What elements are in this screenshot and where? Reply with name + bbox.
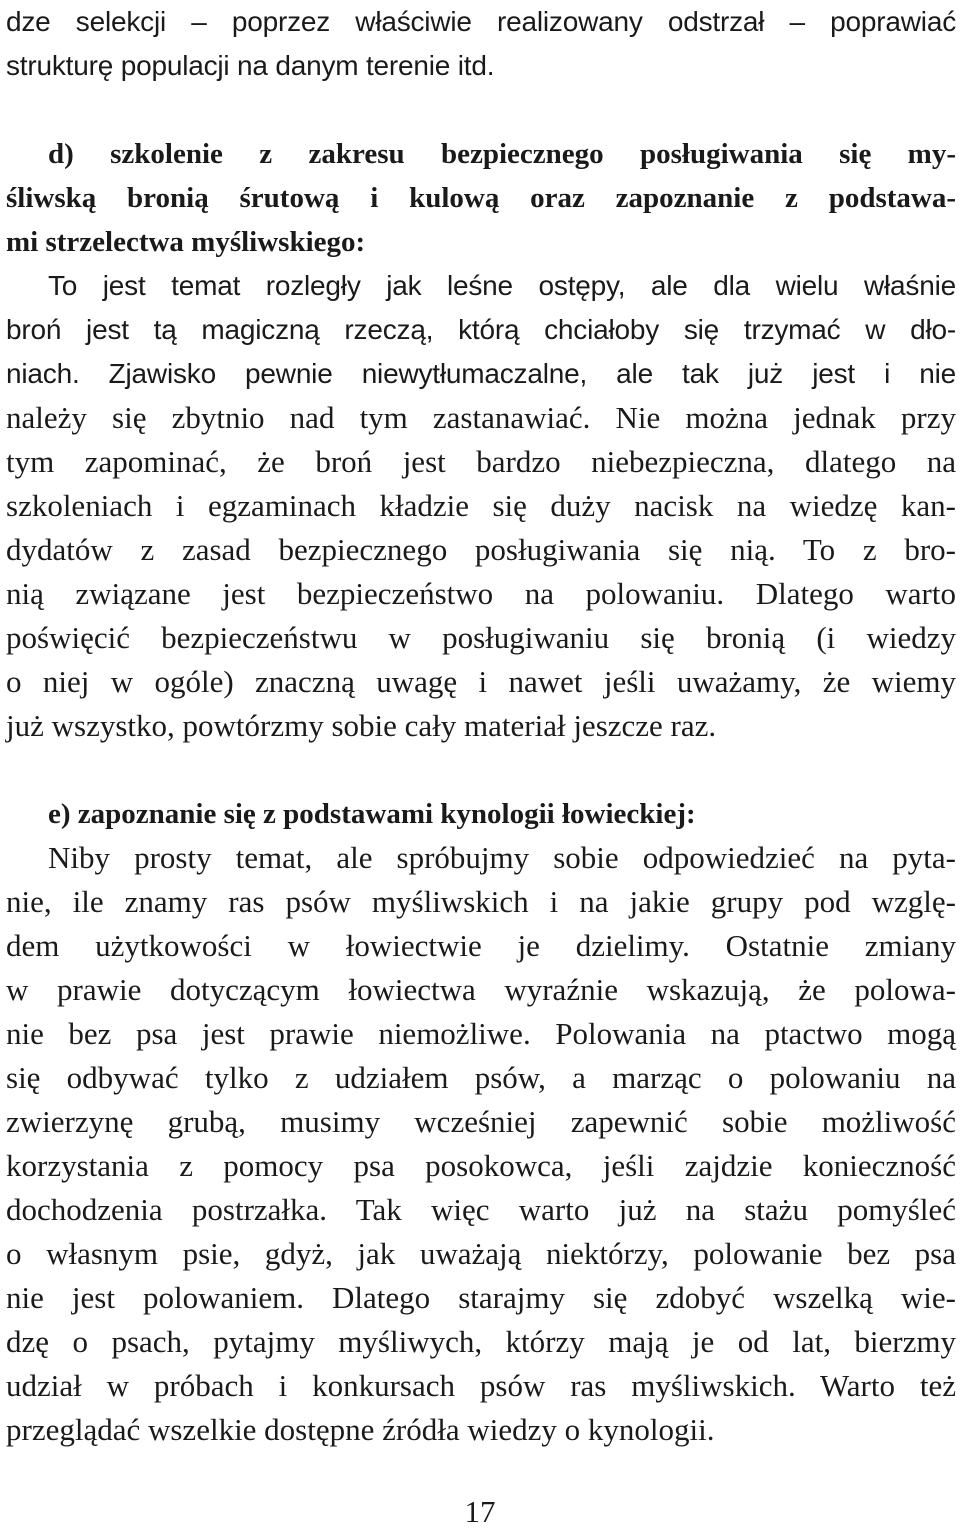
text-line: dydatów z zasad bezpiecznego posługiwania się nią. To z bro- <box>6 532 956 567</box>
page-number: 17 <box>464 1494 496 1529</box>
text-line: nie bez psa jest prawie niemożliwe. Polowania na ptactwo mogą <box>6 1016 956 1051</box>
heading-line: d) szkolenie z zakresu bezpiecznego posługiwania się my- <box>48 138 956 170</box>
text-line: dochodzenia postrzałka. Tak więc warto już na stażu pomyśleć <box>6 1192 956 1227</box>
text-line: zwierzynę grubą, musimy wcześniej zapewnić sobie możliwość <box>6 1104 956 1139</box>
text-line: się odbywać tylko z udziałem psów, a marząc o polowaniu na <box>6 1060 956 1095</box>
text-line: w prawie dotyczącym łowiectwa wyraźnie wskazują, że polowa- <box>6 972 956 1007</box>
text-line: udział w próbach i konkursach psów ras myśliwskich. Warto też <box>6 1368 956 1403</box>
text-line: nie, ile znamy ras psów myśliwskich i na jakie grupy pod wzglę- <box>6 884 956 919</box>
text-line: przeglądać wszelkie dostępne źródła wiedzy o kynologii. <box>6 1412 715 1447</box>
spacer <box>6 748 956 792</box>
text-line: broń jest tą magiczną rzeczą, którą chciałoby się trzymać w dło- <box>6 314 956 345</box>
text-line: należy się zbytnio nad tym zastanawiać. Nie można jednak przy <box>6 400 956 435</box>
text-line: dze selekcji – poprzez właściwie realizowany odstrzał – poprawiać <box>6 6 956 37</box>
section-d <box>6 132 956 748</box>
text-line: dem użytkowości w łowiectwie je dzielimy. Ostatnie zmiany <box>6 928 956 963</box>
text-line: szkoleniach i egzaminach kładzie się duży nacisk na wiedzę kan- <box>6 488 956 523</box>
document-page <box>6 0 956 1452</box>
text-line: strukturę populacji na danym terenie itd. <box>6 50 495 81</box>
text-line: korzystania z pomocy psa posokowca, jeśli zajdzie konieczność <box>6 1148 956 1183</box>
section-e-heading: e) zapoznanie się z podstawami kynologii łowieckiej: <box>48 798 696 830</box>
text-line: tym zapominać, że broń jest bardzo niebezpieczna, dlatego na <box>6 444 956 479</box>
heading-line: mi strzelectwa myśliwskiego: <box>6 226 366 258</box>
section-e-body <box>6 836 956 1452</box>
text-line: dzę o psach, pytajmy myśliwych, którzy mają je od lat, bierzmy <box>6 1324 956 1359</box>
text-line: nie jest polowaniem. Dlatego starajmy się zdobyć wszelką wie- <box>6 1280 956 1315</box>
text-line: niach. Zjawisko pewnie niewytłumaczalne, ale tak już jest i nie <box>6 358 956 389</box>
text-line: o własnym psie, gdyż, jak uważają niektórzy, polowanie bez psa <box>6 1236 956 1271</box>
heading-line: śliwską bronią śrutową i kulową oraz zapoznanie z podstawa- <box>6 182 956 214</box>
section-d-body <box>6 264 956 748</box>
text-line: nią związane jest bezpieczeństwo na polowaniu. Dlatego warto <box>6 576 956 611</box>
text-line: Niby prosty temat, ale spróbujmy sobie odpowiedzieć na pyta- <box>48 840 956 875</box>
section-e <box>6 792 956 1452</box>
text-line: To jest temat rozległy jak leśne ostępy, ale dla wielu właśnie <box>48 270 956 301</box>
text-line: już wszystko, powtórzmy sobie cały materiał jeszcze raz. <box>6 708 717 743</box>
spacer <box>6 88 956 132</box>
continuation-paragraph <box>6 0 956 88</box>
text-line: o niej w ogóle) znaczną uwagę i nawet jeśli uważamy, że wiemy <box>6 664 956 699</box>
text-line: poświęcić bezpieczeństwu w posługiwaniu się bronią (i wiedzy <box>6 620 956 655</box>
section-d-heading <box>6 132 956 264</box>
